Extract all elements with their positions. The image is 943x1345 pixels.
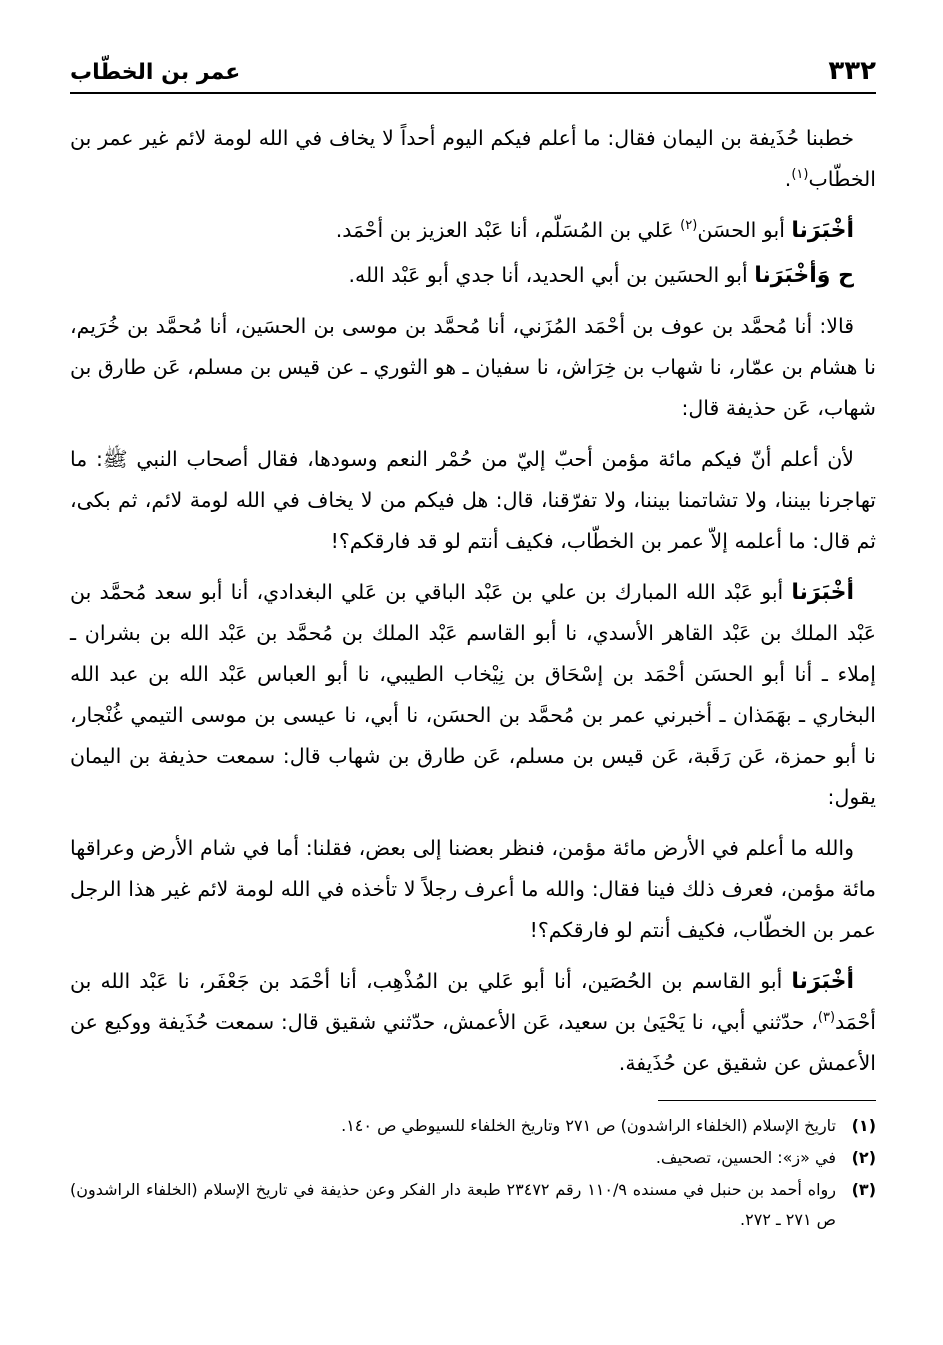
footnote-text: تاريخ الإسلام (الخلفاء الراشدون) ص ٢٧١ وتاريخ الخلفاء للسيوطي ص ١٤٠. — [341, 1116, 836, 1135]
footnote-1 — [70, 1111, 876, 1141]
footnote-3 — [70, 1175, 876, 1235]
footnote-ref-1: (١) — [791, 167, 809, 183]
paragraph-text: أبو الحسَين بن أبي الحديد، أنا جدي أبو عَبْد الله. — [348, 263, 755, 287]
paragraph-text: أبو عَبْد الله المبارك بن علي بن عَبْد الباقي بن عَلي البغدادي، أنا أبو سعد مُحمَّد بن عَبْد الملك بن عَبْد القاهر الأسدي، نا أبو القاسم عَبْد الملك بن مُحمَّد بن عَبْد الله بن بشران ـ إملاء ـ أنا أبو الحسَن أحْمَد بن إسْحَاق بن نِيْخاب الطيبي، نا أبو العباس عَبْد الله بن عبد الله البخاري ـ بهَمَذان ـ أخبرني عمر بن مُحمَّد بن الحسَن، نا أبي، نا عيسى بن موسى التيمي غُنْجار، نا أبو حمزة، عَن رَقَبة، عَن قيس بن مسلم، عَن طارق بن شهاب قال: سمعت حذيفة بن اليمان يقول: — [70, 580, 876, 809]
book-page — [70, 52, 876, 1312]
footnote-number: (٢) — [851, 1148, 876, 1167]
running-title: عمر بن الخطّاب — [70, 60, 241, 85]
paragraph-text: خطبنا حُذَيفة بن اليمان فقال: ما أعلم فيكم اليوم أحداً لا يخاف في الله لومة لائم غير عمر بن الخطّاب — [70, 126, 876, 191]
paragraph-1 — [70, 118, 876, 200]
footnote-ref-2: (٢) — [680, 218, 698, 234]
paragraph-7 — [70, 828, 876, 951]
paragraph-text-end: . — [784, 167, 792, 191]
footnote-text: رواه أحمد بن حنبل في مسنده ١١٠/٩ رقم ٢٣٤٧٢ طبعة دار الفكر وعن حذيفة في تاريخ الإسلام (الخلفاء الراشدون) ص ٢٧١ ـ ٢٧٢. — [70, 1180, 836, 1229]
footnote-text: في «ز»: الحسين، تصحيف. — [655, 1148, 836, 1167]
paragraph-text: والله ما أعلم في الأرض مائة مؤمن، فنظر بعضنا إلى بعض، فقلنا: أما في شام الأرض وعراقها مائة مؤمن، فعرف ذلك فينا فقال: والله ما أعرف رجلاً لا تأخذه في الله لومة لائم غير هذا الرجل عمر بن الخطّاب، فكيف أنتم لو فارقكم؟! — [70, 836, 876, 942]
paragraph-text: لأن أعلم أنّ فيكم مائة مؤمن أحبّ إليّ من حُمْر النعم وسودها، فقال أصحاب النبي ﷺ: ما تهاجرنا بيننا، ولا تشاتمنا بيننا، ولا تفرّقنا، قال: هل فيكم من لا يخاف في الله لومة لائم، ثم بكى، ثم قال: ما أعلمه إلاّ عمر بن الخطّاب، فكيف أنتم لو قد فارقكم؟! — [70, 447, 876, 553]
footnote-ref-3: (٣) — [817, 1010, 836, 1026]
footnote-number: (١) — [851, 1116, 876, 1135]
paragraph-6 — [70, 572, 876, 818]
main-text — [70, 118, 876, 1084]
page-number: ٣٣٢ — [828, 56, 876, 86]
isnad-lead: أخْبَرَنا — [791, 969, 854, 994]
paragraph-text: أبو القاسم بن الحُصَين، أنا أبو عَلي بن المُذْهِب، أنا أحْمَد بن جَعْفَر، نا عَبْد الله بن أحْمَد — [70, 969, 876, 1034]
paragraph-4 — [70, 306, 876, 429]
footnote-divider — [658, 1100, 876, 1101]
paragraph-5 — [70, 439, 876, 562]
paragraph-text: قالا: أنا مُحمَّد بن عوف بن أحْمَد المُزَني، أنا مُحمَّد بن موسى بن الحسَين، أنا مُحمَّد بن خُرَيم، نا هشام بن عمّار، نا شهاب بن خِرَاش، نا سفيان ـ هو الثوري ـ عن قيس بن مسلم، عَن طارق بن شهاب، عَن حذيفة قال: — [70, 314, 876, 420]
isnad-lead: أخْبَرَنا — [791, 580, 854, 605]
footnote-number: (٣) — [851, 1180, 876, 1199]
page-header — [70, 52, 876, 94]
paragraph-3 — [70, 255, 876, 296]
paragraph-text-end: ، حدّثني أبي، نا يَحْيَىٰ بن سعيد، عَن الأعمش، حدّثني شقيق قال: سمعت حُذَيفة ووكيع عن الأعمش عن شقيق عن حُذَيفة. — [70, 1010, 876, 1075]
paragraph-8 — [70, 961, 876, 1084]
footnote-2 — [70, 1143, 876, 1173]
paragraph-text: أبو الحسَن — [697, 218, 792, 242]
paragraph-2 — [70, 210, 876, 251]
footnotes — [70, 1111, 876, 1235]
paragraph-text-end: عَلي بن المُسَلّم، أنا عَبْد العزيز بن أحْمَد. — [335, 218, 681, 242]
isnad-lead: أخْبَرَنا — [791, 218, 854, 243]
isnad-lead: ح وَأخْبَرَنا — [754, 263, 854, 288]
